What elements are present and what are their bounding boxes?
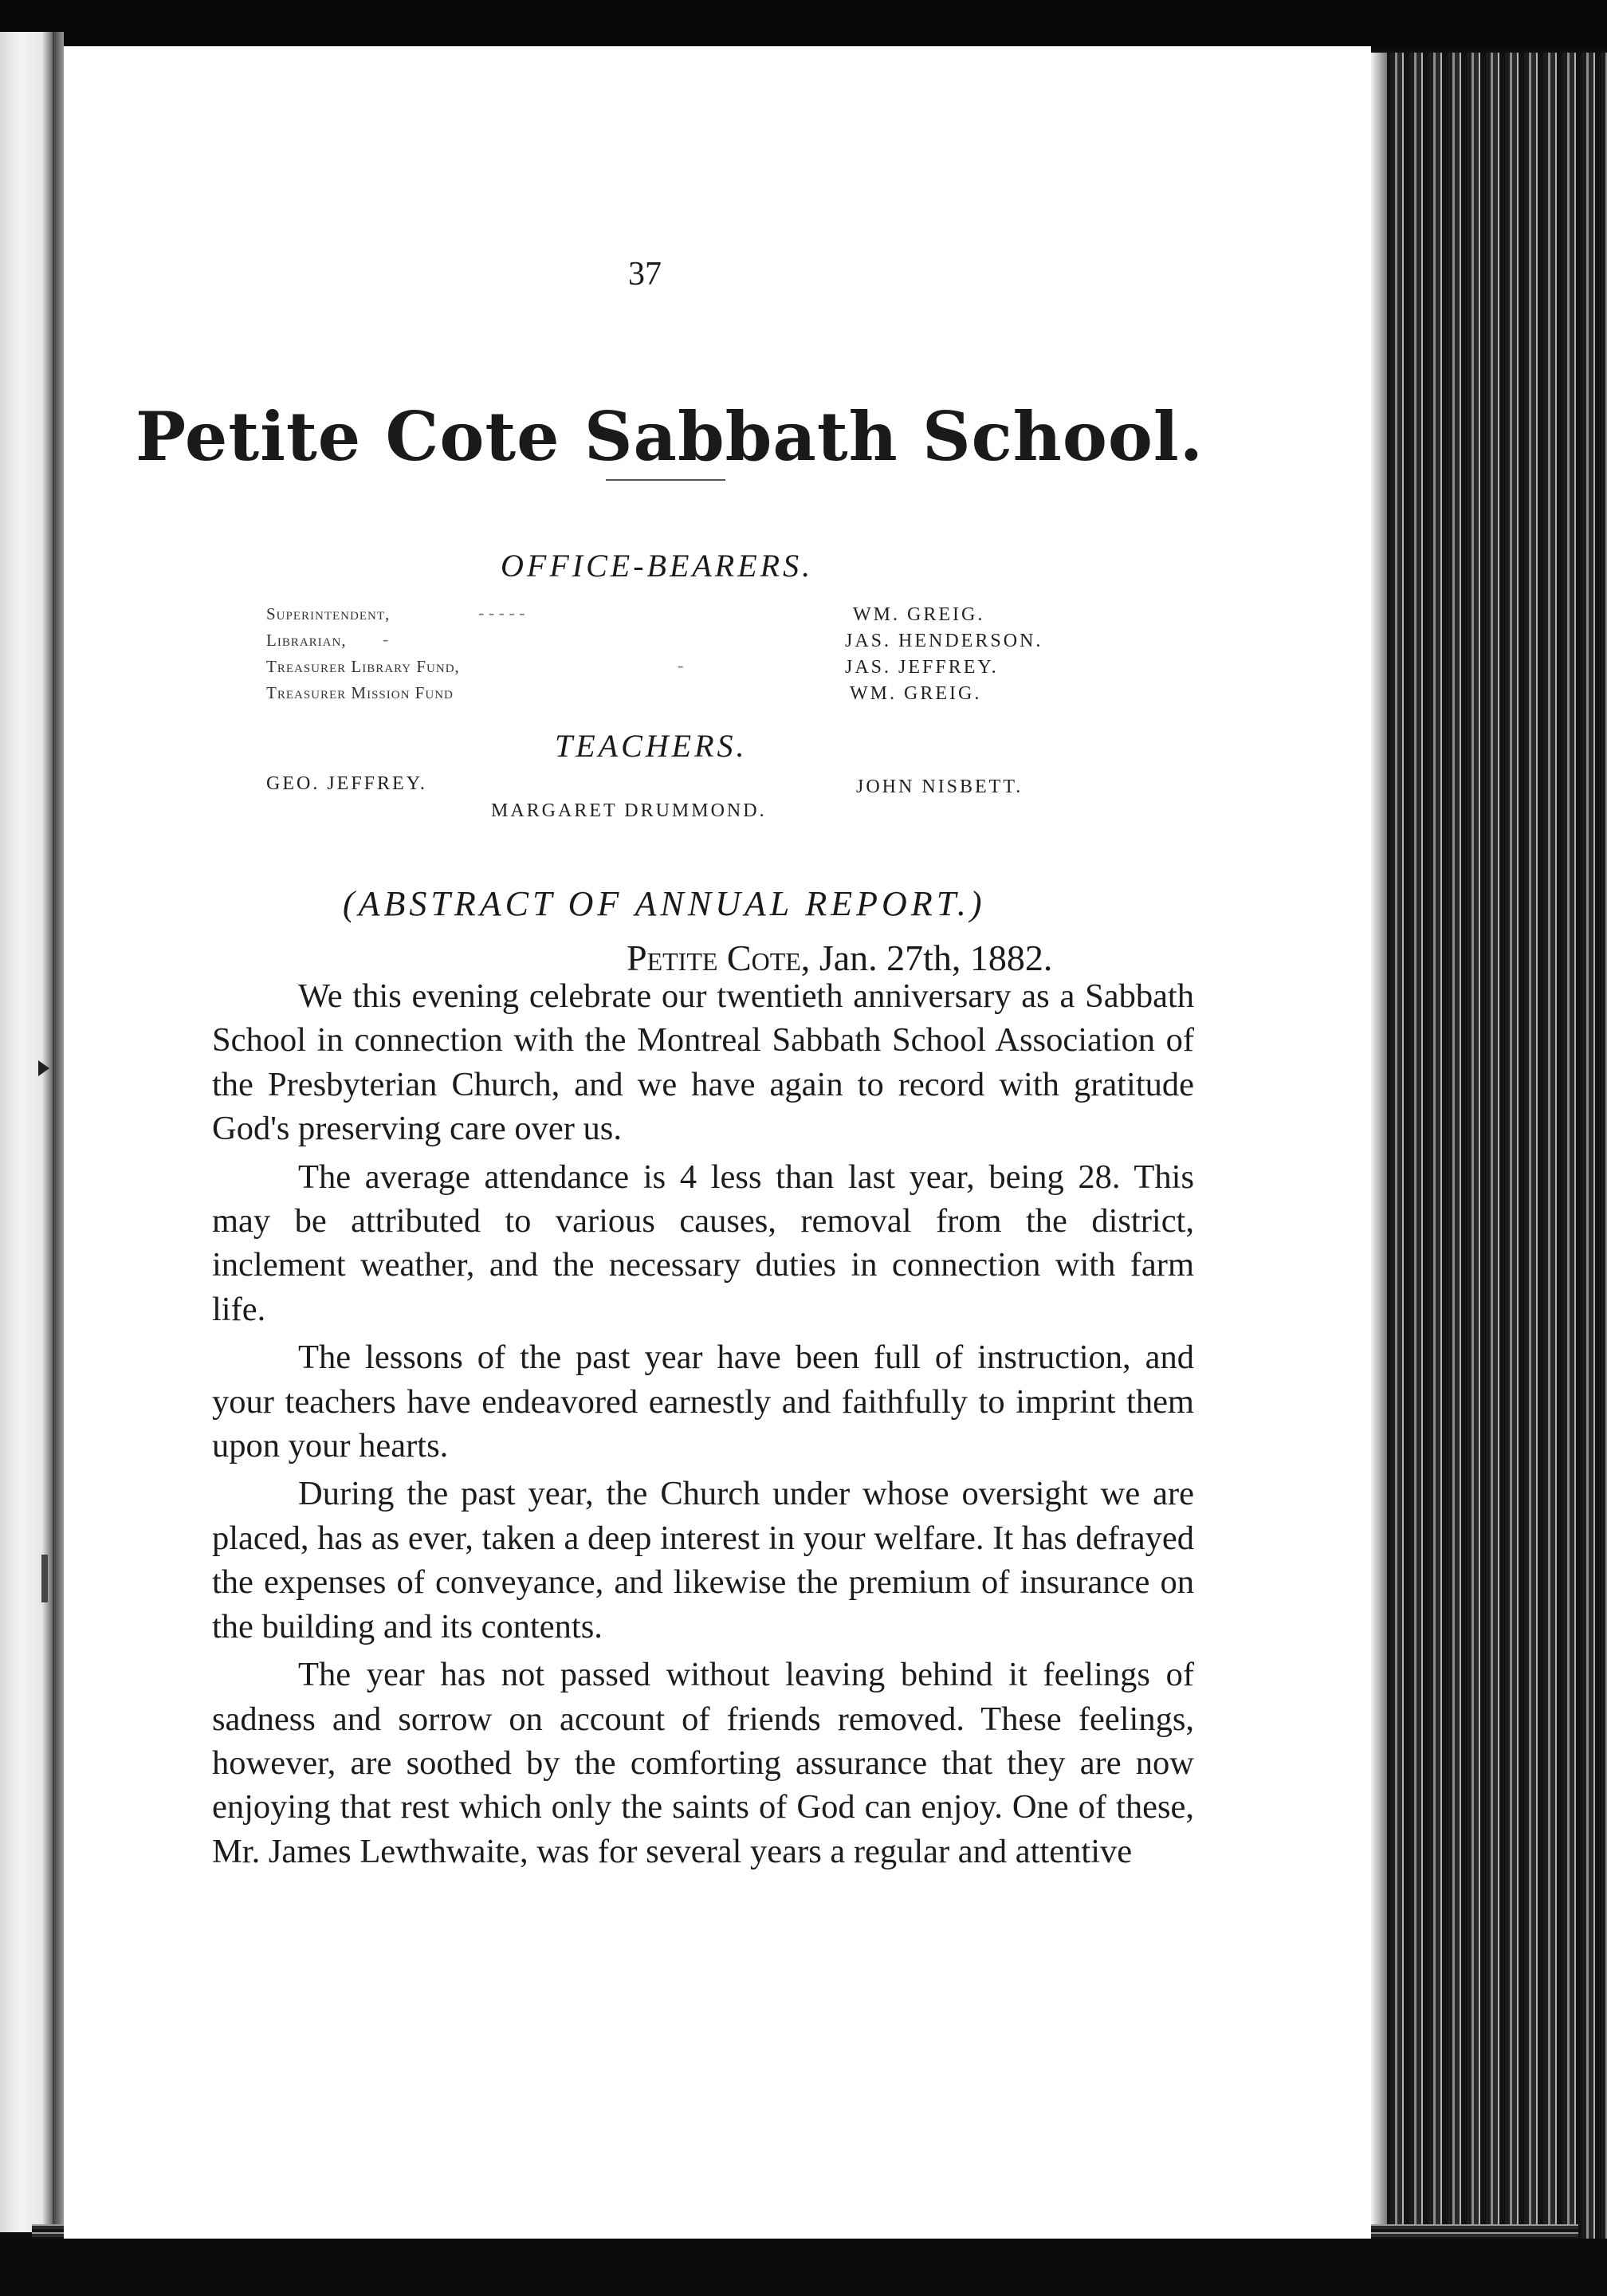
page-number: 37 [628,256,662,293]
office-bearers-heading: OFFICE-BEARERS. [501,548,814,584]
office-holder-name: WM. GREIG. [850,683,982,704]
book-page-edges [1371,53,1607,2261]
office-role: Treasurer Mission Fund [266,683,454,702]
leader-dots: - [383,629,389,649]
office-holder-name: WM. GREIG. [853,604,985,625]
teacher-name: MARGARET DRUMMOND. [491,800,767,821]
book-page [64,46,1371,2239]
title-divider [606,479,725,481]
facing-page-edge [0,32,53,2232]
office-role: Superintendent, [266,604,391,623]
teacher-name: GEO. JEFFREY. [266,773,427,794]
office-role: Treasurer Library Fund, [266,657,460,676]
report-paragraph: The lessons of the past year have been full of instruction, and your teachers have endeavored earnestly and faithfully to imprint them upon your hearts. [212,1339,1194,1465]
office-role: Librarian, [266,631,347,650]
scan-top-border [0,0,1607,46]
report-heading: (ABSTRACT OF ANNUAL REPORT.) [343,884,986,923]
report-paragraph: We this evening celebrate our twentieth anniversary as a Sabbath School in connection with the Montreal Sabbath School Association of the Presbyterian Church, and we have again to record with gratitude God's preserving care over us. [212,977,1194,1148]
page-tab-mark [41,1555,48,1602]
leader-dots: - - - - - [478,603,525,623]
report-place: Petite Cote, [627,938,811,978]
teachers-heading: TEACHERS. [555,728,748,764]
report-paragraph: The average attendance is 4 less than last year, being 28. This may be attributed to various causes, removal from the district, inclement weather, and the necessary duties in connection with farm life. [212,1158,1194,1328]
report-body [212,974,1194,1877]
report-dateline [627,937,1052,979]
book-gutter [53,32,64,2232]
page-tab-mark [38,1060,49,1076]
report-paragraph: During the past year, the Church under whose oversight we are placed, has as ever, taken a deep interest in your welfare. It has defrayed the expenses of conveyance, and likewise the premium of insurance on the building and its contents. [212,1475,1194,1645]
office-holder-name: JAS. HENDERSON. [845,631,1043,651]
teacher-name: JOHN NISBETT. [856,776,1024,797]
report-date: Jan. 27th, 1882. [819,938,1053,978]
office-holder-name: JAS. JEFFREY. [845,657,999,678]
page-title: Petite Cote Sabbath School. [135,397,1204,476]
report-paragraph: The year has not passed without leaving behind it feelings of sadness and sorrow on account of friends removed. These feelings, however, are soothed by the comforting assurance that they are now enjoying that rest which only the saints of God can enjoy. One of these, Mr. James Lewthwaite, was for several years a regular and attentive [212,1656,1194,1870]
leader-dots: - [678,655,684,675]
scan-bottom-border [0,2239,1607,2296]
